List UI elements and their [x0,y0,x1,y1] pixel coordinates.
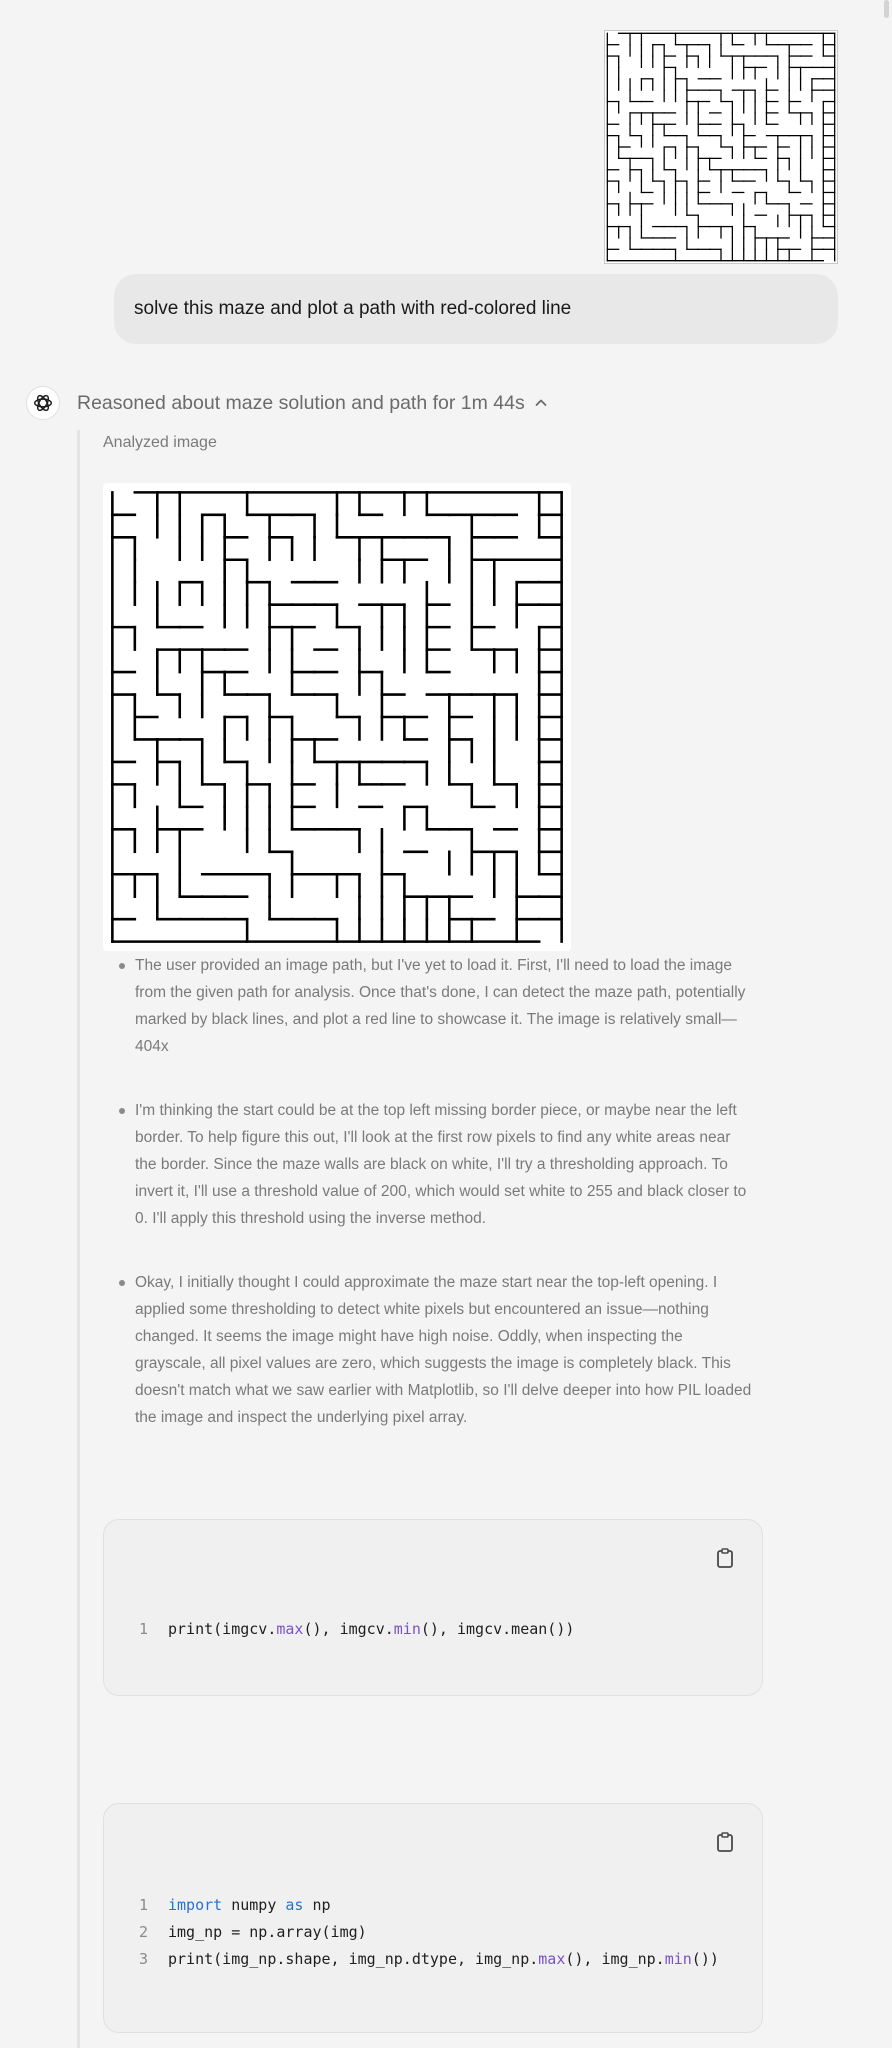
code-line [139,1892,719,1919]
clipboard-icon[interactable] [714,1830,736,1854]
reasoning-step: I'm thinking the start could be at the top left missing border piece, or maybe near the left border. To help figure this out, I'll look at the first row pixels to find any white areas near the border. Since the maze walls are black on white, I'll try a thresholding approach. To invert it, I'll use a threshold value of 200, which would set white to 255 and black closer to 0. I'll apply this threshold using the inverse method. [115,1097,755,1232]
assistant-avatar [26,386,60,420]
code-line [139,1616,574,1643]
reasoning-toggle[interactable] [77,386,548,420]
line-number: 3 [139,1950,149,1968]
code-line [139,1919,719,1946]
user-uploaded-maze-image[interactable] [604,30,838,264]
clipboard-icon[interactable] [714,1546,736,1570]
reasoning-steps [115,952,755,1468]
scrollbar-thumb[interactable] [884,0,889,18]
code-block [103,1519,763,1696]
user-message-bubble [114,274,838,344]
chevron-up-icon [534,396,548,410]
code-text: img_np = np.array(img) [168,1923,367,1941]
analyzed-image-label: Analyzed image [103,434,217,451]
code-lines [139,1892,719,1973]
reasoning-thread-line [77,430,80,2048]
reasoning-header-text: Reasoned about maze solution and path for 1m 44s [77,391,525,414]
line-number: 1 [139,1620,149,1638]
code-text: import numpy as np [168,1896,331,1914]
user-message-text: solve this maze and plot a path with red-colored line [134,298,572,319]
reasoning-step: Okay, I initially thought I could approximate the maze start near the top-left opening. I applied some thresholding to detect white pixels but encountered an issue—nothing changed. It seems the image might have high noise. Oddly, when inspecting the grayscale, all pixel values are zero, which suggests the image is completely black. This doesn't match what we saw earlier with Matplotlib, so I'll delve deeper into how PIL loaded the image and inspect the underlying pixel array. [115,1269,755,1431]
openai-logo-icon [32,392,54,414]
code-text: print(img_np.shape, img_np.dtype, img_np.max(), img_np.min()) [168,1950,719,1968]
code-lines [139,1616,574,1643]
analyzed-maze-image[interactable] [103,483,571,951]
line-number: 2 [139,1923,149,1941]
reasoning-step: The user provided an image path, but I've yet to load it. First, I'll need to load the image from the given path for analysis. Once that's done, I can detect the maze path, potentially marked by black lines, and plot a red line to showcase it. The image is relatively small—404x [115,952,755,1060]
code-line [139,1946,719,1973]
line-number: 1 [139,1896,149,1914]
code-text: print(imgcv.max(), imgcv.min(), imgcv.mean()) [168,1620,575,1638]
code-block [103,1803,763,2033]
